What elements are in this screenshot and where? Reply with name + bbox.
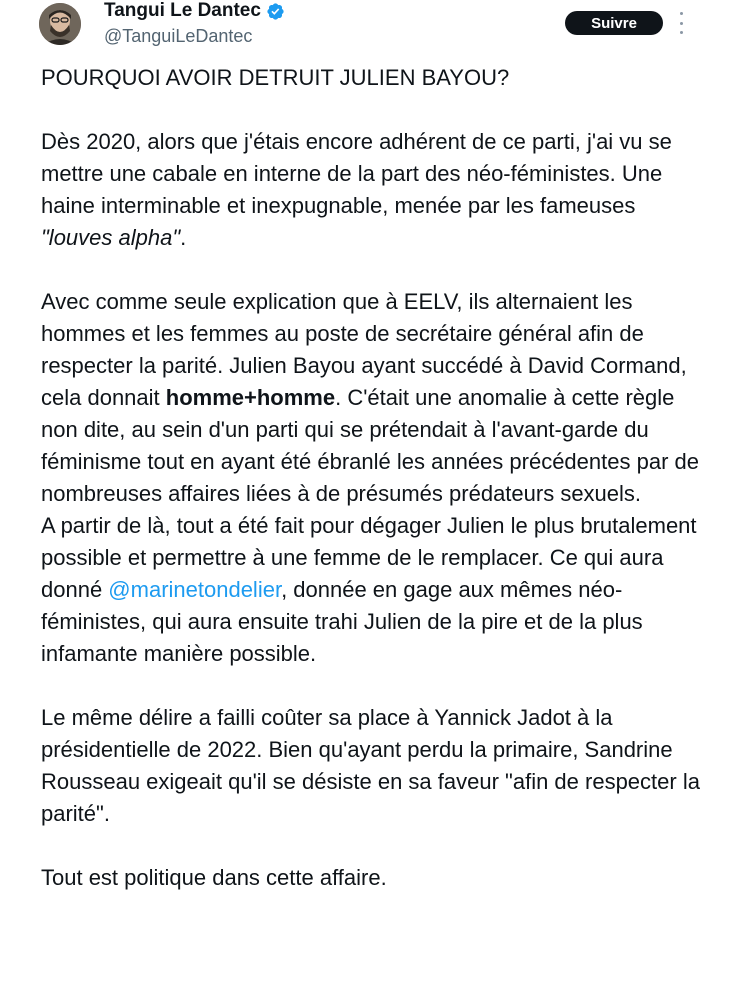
paragraph-spacer	[41, 670, 709, 702]
paragraph-1-text: Dès 2020, alors que j'étais encore adhérent de ce parti, j'ai vu se mettre une cabale en interne de la part des néo-féministes. Une haine interminable et inexpugnable, menée par les fameuses	[41, 129, 672, 218]
paragraph-spacer	[41, 94, 709, 126]
paragraph-spacer	[41, 830, 709, 862]
verified-badge-icon	[266, 2, 285, 21]
tweet-header	[0, 0, 731, 56]
tweet-text	[41, 62, 709, 894]
paragraph-1-end: .	[180, 225, 187, 250]
author-info	[104, 0, 285, 48]
paragraph-spacer	[41, 254, 709, 286]
more-dot	[680, 31, 683, 34]
tweet-paragraph-1	[41, 126, 709, 254]
paragraph-2-text-b: . C'était une anomalie à cette règle non dite, au sein d'un parti qui se prétendait à l'avant-garde du féminisme tout en ayant été ébranlé les années précédentes par de nombreuses affaires liées à de présumés prédateurs sexuels.	[41, 385, 699, 506]
more-options-icon[interactable]	[674, 12, 688, 34]
more-dot	[680, 22, 683, 25]
mention-link[interactable]: @marinetondelier	[108, 577, 282, 602]
more-dot	[680, 12, 683, 15]
author-display-name[interactable]	[104, 0, 285, 22]
homme-homme-bold: homme+homme	[165, 385, 336, 410]
tweet-paragraph-3	[41, 510, 709, 670]
louves-alpha-quote: "louves alpha"	[41, 225, 181, 250]
tweet-title: POURQUOI AVOIR DETRUIT JULIEN BAYOU?	[41, 65, 510, 90]
tweet-paragraph-4: Le même délire a failli coûter sa place à Yannick Jadot à la présidentielle de 2022. Bien qu'ayant perdu la primaire, Sandrine Rousseau exigeait qu'il se désiste en sa faveur "afin de respecter la parité".	[41, 705, 700, 826]
avatar[interactable]	[39, 3, 81, 45]
author-name-text[interactable]: Tangui Le Dantec	[104, 0, 261, 21]
tweet-paragraph-2	[41, 286, 709, 510]
paragraph-2-text-a: Avec comme seule explication que à EELV, ils alternaient les hommes et les femmes au poste de secrétaire général afin de respecter la parité. Julien Bayou ayant succédé à David Cormand, cela donnait	[41, 289, 687, 410]
tweet-paragraph-5: Tout est politique dans cette affaire.	[41, 865, 387, 890]
author-handle[interactable]: @TanguiLeDantec	[104, 26, 253, 46]
paragraph-3-text-b: , donnée en gage aux mêmes néo-féministes, qui aura ensuite trahi Julien de la pire et de la plus infamante manière possible.	[41, 577, 643, 666]
paragraph-3-text-a: A partir de là, tout a été fait pour dégager Julien le plus brutalement possible et permettre à une femme de le remplacer. Ce qui aura donné	[41, 513, 697, 602]
follow-button[interactable]: Suivre	[565, 11, 663, 35]
